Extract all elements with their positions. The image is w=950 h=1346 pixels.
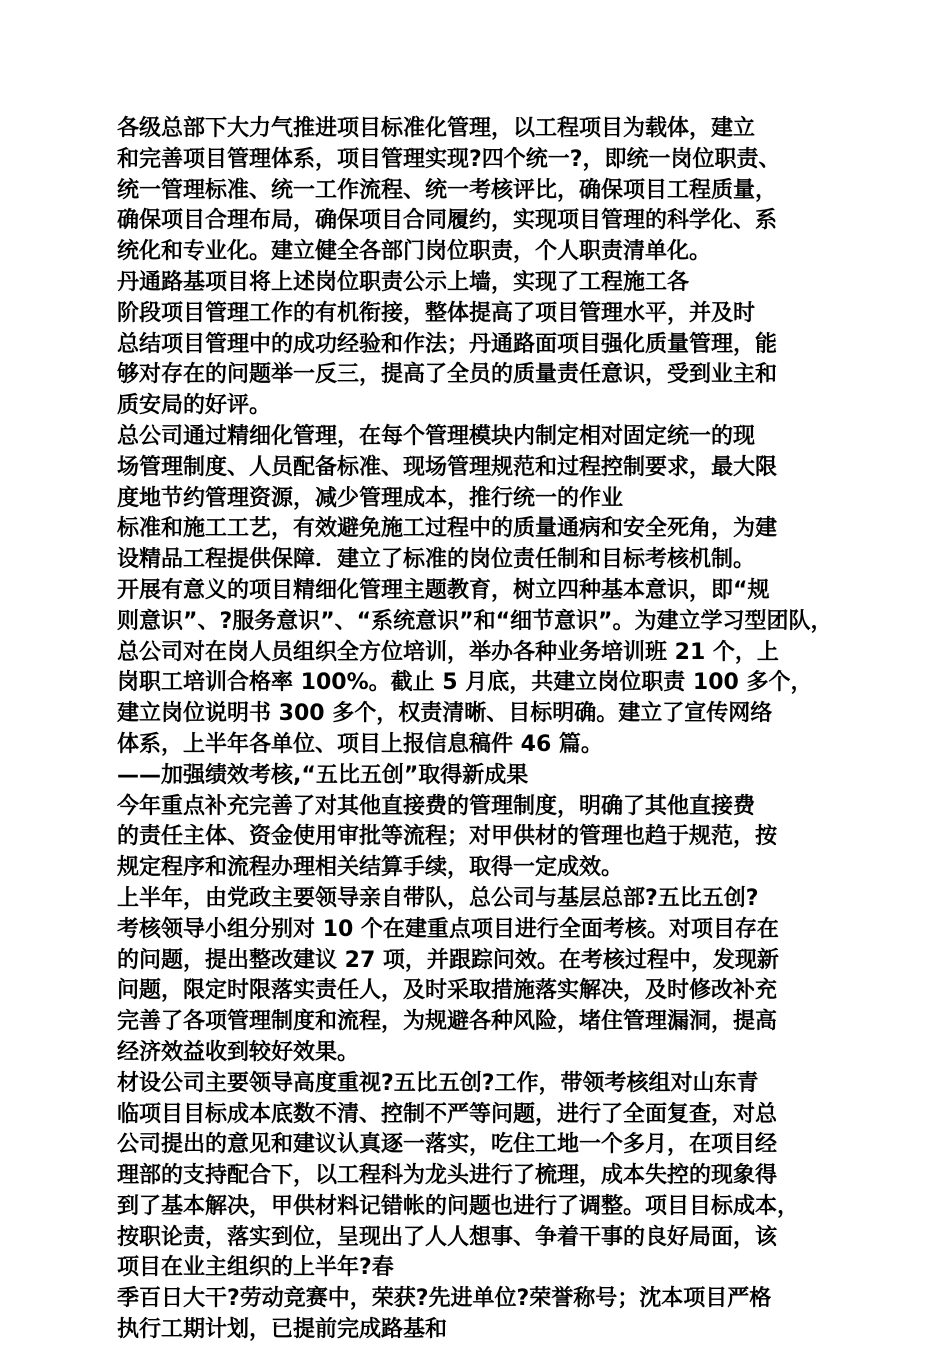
text-line: 建立岗位说明书 300 多个，权责清晰、目标明确。建立了宣传网络: [117, 701, 773, 727]
text-line: 上半年，由党政主要领导亲自带队，总公司与基层总部?五比五创?: [117, 885, 759, 911]
text-line: 阶段项目管理工作的有机衔接，整体提高了项目管理水平，并及时: [117, 300, 756, 326]
document-body-text: [117, 114, 837, 1346]
text-line: 项目在业主组织的上半年?春: [117, 1255, 394, 1281]
text-line: 则意识”、?服务意识”、“系统意识”和“细节意识”。为建立学习型团队，: [117, 608, 833, 634]
text-line: 够对存在的问题举一反三，提高了全员的质量责任意识，受到业主和: [117, 362, 778, 388]
text-line: 今年重点补充完善了对其他直接费的管理制度，明确了其他直接费: [117, 793, 756, 819]
text-line: 丹通路基项目将上述岗位职责公示上墙，实现了工程施工各: [117, 269, 690, 295]
text-line: 的责任主体、资金使用审批等流程；对甲供材的管理也趋于规范，按: [117, 824, 778, 850]
text-line: 材设公司主要领导高度重视?五比五创?工作，带领考核组对山东青: [117, 1070, 759, 1096]
text-line: 岗职工培训合格率 100%。截止 5 月底，共建立岗位职责 100 多个，: [117, 670, 813, 696]
text-line: 开展有意义的项目精细化管理主题教育，树立四种基本意识，即“规: [117, 577, 770, 603]
text-line: 设精品工程提供保障．建立了标准的岗位责任制和目标考核机制。: [117, 547, 756, 573]
text-line: 总公司对在岗人员组织全方位培训，举办各种业务培训班 21 个，上: [117, 639, 779, 665]
text-line: 问题，限定时限落实责任人，及时采取措施落实解决，及时修改补充: [117, 978, 778, 1004]
text-line: 临项目目标成本底数不清、控制不严等问题，进行了全面复查，对总: [117, 1101, 778, 1127]
text-line: 统化和专业化。建立健全各部门岗位职责，个人职责清单化。: [117, 239, 712, 265]
text-line: 执行工期计划，已提前完成路基和: [117, 1317, 448, 1343]
text-line: 季百日大干?劳动竞赛中，荣获?先进单位?荣誉称号；沈本项目严格: [117, 1286, 772, 1312]
text-line: 按职论责，落实到位，呈现出了人人想事、争着干事的良好局面，该: [117, 1224, 778, 1250]
text-line: 考核领导小组分别对 10 个在建重点项目进行全面考核。对项目存在: [117, 916, 779, 942]
text-line: 经济效益收到较好效果。: [117, 1039, 360, 1065]
text-line: 理部的支持配合下，以工程科为龙头进行了梳理，成本失控的现象得: [117, 1163, 778, 1189]
text-line: 各级总部下大力气推进项目标准化管理，以工程项目为载体，建立: [117, 116, 756, 141]
text-line: 总公司通过精细化管理，在每个管理模块内制定相对固定统一的现: [117, 423, 756, 449]
text-line: 标准和施工工艺，有效避免施工过程中的质量通病和安全死角，为建: [117, 516, 778, 542]
text-line: 和完善项目管理体系，项目管理实现?四个统一?，即统一岗位职责、: [117, 146, 781, 172]
text-line: 体系，上半年各单位、项目上报信息稿件 46 篇。: [117, 731, 603, 757]
text-line: 的问题，提出整改建议 27 项，并跟踪问效。在考核过程中，发现新: [117, 947, 779, 973]
text-line: 总结项目管理中的成功经验和作法；丹通路面项目强化质量管理，能: [117, 331, 778, 357]
text-line: 完善了各项管理制度和流程，为规避各种风险，堵住管理漏洞，提高: [117, 1009, 778, 1035]
text-line: 确保项目合理布局，确保项目合同履约，实现项目管理的科学化、系: [117, 208, 778, 234]
text-line: 度地节约管理资源，减少管理成本，推行统一的作业: [117, 485, 624, 511]
text-line: 场管理制度、人员配备标准、现场管理规范和过程控制要求，最大限: [117, 454, 778, 480]
text-line: 到了基本解决，甲供材料记错帐的问题也进行了调整。项目目标成本，: [117, 1193, 800, 1219]
section-heading: ——加强绩效考核,“五比五创”取得新成果: [117, 762, 529, 788]
text-line: 公司提出的意见和建议认真逐一落实，吃住工地一个多月，在项目经: [117, 1132, 778, 1158]
text-line: 规定程序和流程办理相关结算手续，取得一定成效。: [117, 855, 624, 881]
text-line: 统一管理标准、统一工作流程、统一考核评比，确保项目工程质量，: [117, 177, 778, 203]
text-line: 质安局的好评。: [117, 393, 272, 419]
